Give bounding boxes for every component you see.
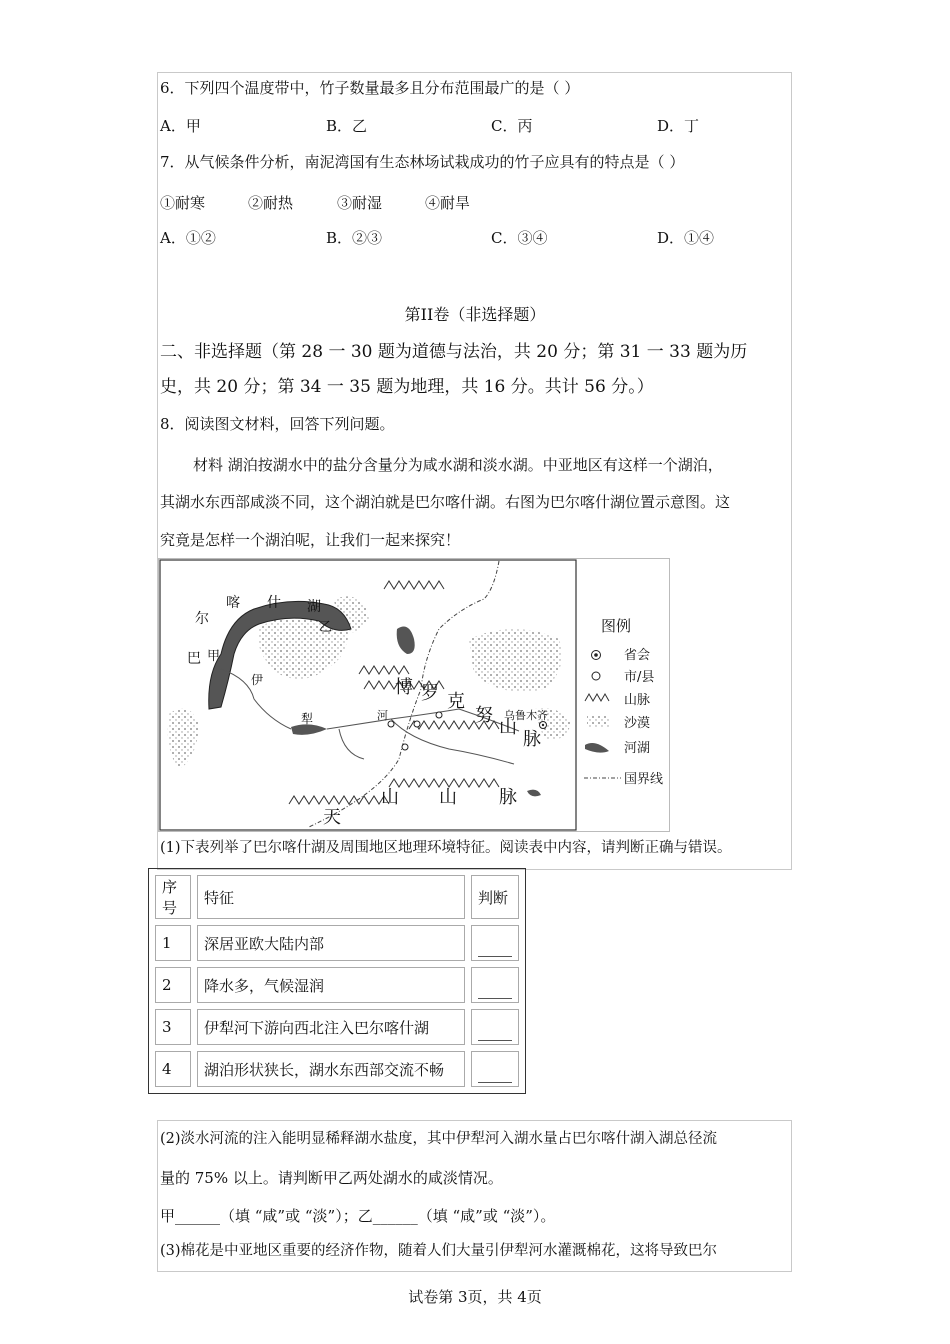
table-row <box>155 1009 519 1045</box>
legend-city-icon <box>592 672 600 680</box>
row-feature: 降水多，气候湿润 <box>197 967 465 1003</box>
tianshan-mountains <box>289 796 389 804</box>
q7-trait-4: ④耐旱 <box>425 194 471 212</box>
q7-trait-2: ②耐热 <box>248 194 294 212</box>
table-row <box>155 925 519 961</box>
page-footer: 试卷第 3页，共 4页 <box>408 1288 542 1306</box>
borohoro-mountains <box>359 666 409 674</box>
sub2-line1: (2)淡水河流的注入能明显稀释湖水盐度，其中伊犁河入湖水量占巴尔喀什湖入湖总径流 <box>160 1131 718 1147</box>
q7-trait-1: ①耐寒 <box>160 194 206 212</box>
map-label-ili: 伊 <box>251 673 264 687</box>
legend-capital-icon-dot <box>594 653 598 657</box>
map-label-borohoro: 罗 <box>421 683 439 704</box>
header-num: 序号 <box>155 875 191 919</box>
legend-border: 国界线 <box>624 772 664 787</box>
lake-small <box>397 627 415 654</box>
q6-option-a[interactable]: A．甲 <box>160 117 201 135</box>
q7-option-b[interactable]: B．②③ <box>326 229 383 247</box>
desert-area <box>168 708 199 769</box>
map-label-balkhash: 什 <box>267 595 281 611</box>
tianshan-mountains <box>389 779 499 787</box>
table-row <box>155 1051 519 1087</box>
legend-desert-icon <box>587 715 609 727</box>
legend-city: 市/县 <box>624 670 655 685</box>
map-label-jia: 甲 <box>207 649 221 664</box>
row-num: 3 <box>155 1009 191 1045</box>
table-header-row <box>155 875 519 919</box>
q7-stem: 7．从气候条件分析，南泥湾国有生态林场试栽成功的竹子应具有的特点是（ ） <box>160 153 685 171</box>
map-label-urumqi: 乌鲁木齐 <box>504 709 548 722</box>
mountain-range <box>384 581 444 589</box>
row-judge-blank[interactable] <box>471 1051 519 1087</box>
map-label-borohoro: 山 <box>499 717 517 738</box>
q8-material-line1: 材料 湖泊按湖水中的盐分含量分为咸水湖和淡水湖。中亚地区有这样一个湖泊， <box>193 456 723 474</box>
city-marker <box>402 744 408 750</box>
q7-option-d[interactable]: D．①④ <box>657 229 715 247</box>
sub2-line2: 量的 75% 以上。请判断甲乙两处湖水的咸淡情况。 <box>160 1169 503 1187</box>
sub3-line1: (3)棉花是中亚地区重要的经济作物，随着人们大量引伊犁河水灌溉棉花，这将导致巴尔 <box>160 1243 718 1259</box>
map-label-borohoro: 努 <box>475 705 493 726</box>
row-num: 4 <box>155 1051 191 1087</box>
map-svg <box>159 559 669 831</box>
section2-title: 第II卷（非选择题） <box>404 305 546 324</box>
row-num: 1 <box>155 925 191 961</box>
city-marker <box>388 721 394 727</box>
map-label-balkhash: 喀 <box>226 595 240 611</box>
q6-option-d[interactable]: D．丁 <box>657 117 700 135</box>
capital-marker-dot <box>542 724 544 726</box>
section2-heading-line2: 史，共 20 分；第 34 一 35 题为地理，共 16 分。共计 56 分。） <box>160 377 654 397</box>
row-judge-blank[interactable] <box>471 925 519 961</box>
sub2-line3[interactable]: 甲______（填 “咸”或 “淡”）；乙______（填 “咸”或 “淡”）。 <box>160 1207 556 1225</box>
map-label-ili: 犁 <box>301 712 314 726</box>
sub1-prompt: (1)下表列举了巴尔喀什湖及周围地区地理环境特征。阅读表中内容，请判断正确与错误。 <box>160 840 732 856</box>
map-label-ili: 河 <box>377 709 388 722</box>
row-feature: 深居亚欧大陆内部 <box>197 925 465 961</box>
map-figure <box>158 558 670 832</box>
map-label-balkhash: 巴 <box>187 651 201 667</box>
desert-area <box>469 629 562 692</box>
q6-stem: 6．下列四个温度带中，竹子数量最多且分布范围最广的是（ ） <box>160 79 580 97</box>
map-label-tianshan: 山 <box>381 787 399 808</box>
map-label-tianshan: 脉 <box>499 787 517 808</box>
row-feature: 湖泊形状狭长，湖水东西部交流不畅 <box>197 1051 465 1087</box>
legend-mountain: 山脉 <box>624 693 651 708</box>
map-label-balkhash: 尔 <box>195 611 209 627</box>
legend-lake-icon <box>585 743 609 753</box>
row-feature: 伊犁河下游向西北注入巴尔喀什湖 <box>197 1009 465 1045</box>
legend-mountain-icon <box>585 694 609 701</box>
row-judge-blank[interactable] <box>471 967 519 1003</box>
feature-table <box>148 868 526 1094</box>
legend-capital: 省会 <box>624 648 651 663</box>
table-row <box>155 967 519 1003</box>
tributary-river <box>391 719 514 764</box>
map-label-tianshan: 山 <box>439 787 457 808</box>
row-num: 2 <box>155 967 191 1003</box>
map-label-borohoro: 博 <box>395 677 413 698</box>
city-marker <box>436 712 442 718</box>
map-label-borohoro: 脉 <box>523 729 541 750</box>
legend-lake: 河湖 <box>624 741 651 756</box>
map-label-tianshan: 天 <box>323 807 341 828</box>
row-judge-blank[interactable] <box>471 1009 519 1045</box>
header-feature: 特征 <box>197 875 465 919</box>
q7-option-c[interactable]: C．③④ <box>491 229 548 247</box>
q7-option-a[interactable]: A．①② <box>160 229 216 247</box>
q8-stem: 8．阅读图文材料，回答下列问题。 <box>160 415 395 433</box>
map-label-yi: 乙 <box>319 620 333 635</box>
city-marker <box>414 721 420 727</box>
q8-material-line3: 究竟是怎样一个湖泊呢，让我们一起来探究！ <box>160 531 461 549</box>
section2-heading-line1: 二、非选择题（第 28 一 30 题为道德与法治，共 20 分；第 31 一 33 题为历 <box>160 342 748 362</box>
header-judge: 判断 <box>471 875 519 919</box>
q8-material-line2: 其湖水东西部咸淡不同，这个湖泊就是巴尔喀什湖。右图为巴尔喀什湖位置示意图。这 <box>160 493 731 511</box>
legend-desert: 沙漠 <box>624 716 651 731</box>
lake-small <box>527 790 541 797</box>
tributary-river <box>339 729 364 759</box>
q6-option-c[interactable]: C．丙 <box>491 117 533 135</box>
q7-trait-3: ③耐湿 <box>337 194 383 212</box>
legend-title: 图例 <box>601 617 632 635</box>
map-label-balkhash: 湖 <box>307 599 321 615</box>
q6-option-b[interactable]: B．乙 <box>326 117 368 135</box>
map-label-borohoro: 克 <box>447 691 465 712</box>
